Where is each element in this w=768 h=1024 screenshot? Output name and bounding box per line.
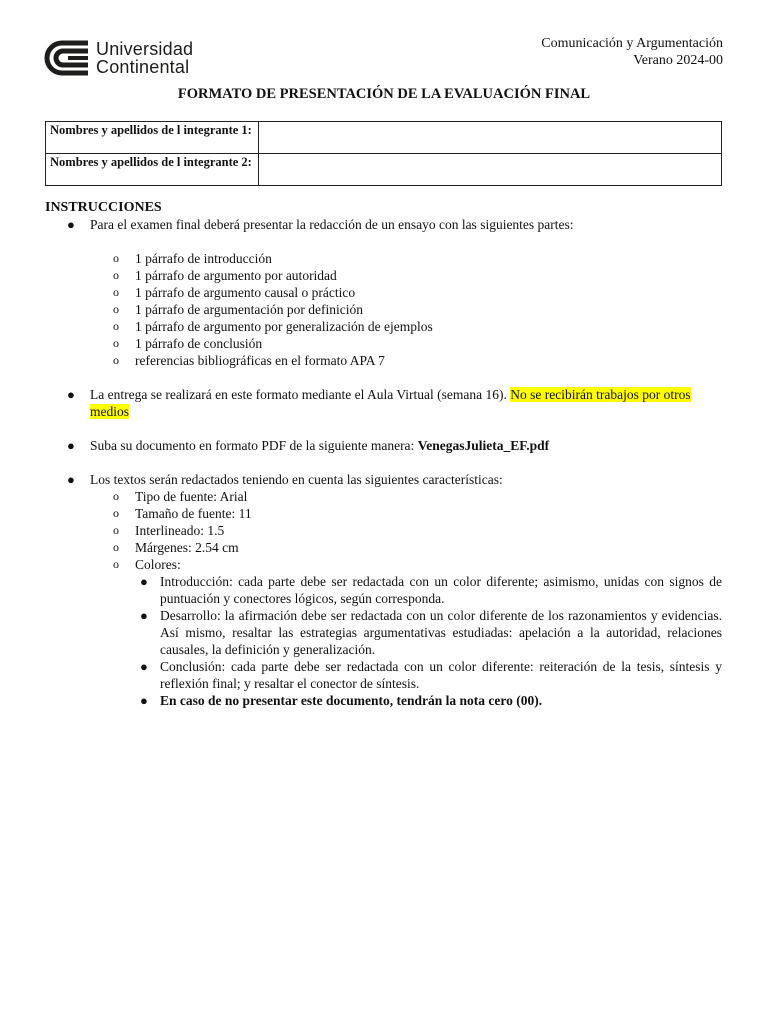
spec-item: Tamaño de fuente: 11	[135, 506, 252, 521]
circle-bullet-icon: o	[113, 506, 119, 520]
list-item	[45, 607, 722, 658]
bullet-icon: ●	[140, 659, 148, 674]
table-row	[46, 154, 722, 186]
circle-bullet-icon: o	[113, 268, 119, 282]
color-rule: Conclusión: cada parte debe ser redactada con un color diferente: reiteración de la tesis, síntesis y reflexión final; y resaltar el conector de síntesis.	[160, 659, 722, 691]
circle-bullet-icon: o	[113, 557, 119, 571]
instructions-heading: INSTRUCCIONES	[45, 200, 162, 215]
instructions-body	[45, 216, 722, 709]
list-item	[45, 471, 722, 488]
instruction-3: Suba su documento en formato PDF de la siguiente manera:	[90, 438, 418, 453]
header-info	[541, 35, 723, 69]
name-label-2: Nombres y apellidos de l integrante 2:	[46, 154, 259, 186]
list-item	[45, 522, 722, 539]
continental-logo-icon	[44, 40, 88, 76]
list-item	[45, 437, 722, 454]
bullet-icon: ●	[140, 608, 148, 623]
list-item	[45, 386, 722, 420]
part-item: 1 párrafo de argumento por generalización de ejemplos	[135, 319, 433, 334]
list-item	[45, 318, 722, 335]
circle-bullet-icon: o	[113, 285, 119, 299]
list-item	[45, 335, 722, 352]
list-item	[45, 556, 722, 573]
highlighted-warning: No se recibirán trabajos por otros	[510, 387, 691, 402]
instruction-2: La entrega se realizará en este formato mediante el Aula Virtual (semana 16).	[90, 387, 511, 402]
list-item	[45, 352, 722, 369]
list-item	[45, 301, 722, 318]
spec-item: Tipo de fuente: Arial	[135, 489, 248, 504]
table-row	[46, 122, 722, 154]
file-name-example: VenegasJulieta_EF.pdf	[417, 438, 550, 453]
list-item	[45, 216, 722, 233]
circle-bullet-icon: o	[113, 302, 119, 316]
bullet-icon: ●	[67, 387, 75, 402]
spec-item: Colores:	[135, 557, 181, 572]
list-item	[45, 573, 722, 607]
list-item	[45, 692, 722, 709]
logo-line-2: Continental	[96, 57, 190, 77]
part-item: 1 párrafo de introducción	[135, 251, 272, 266]
names-table	[45, 121, 722, 186]
list-item	[45, 267, 722, 284]
instruction-1: Para el examen final deberá presentar la redacción de un ensayo con las siguientes partes:	[90, 217, 574, 232]
list-item	[45, 539, 722, 556]
bullet-icon: ●	[140, 574, 148, 589]
circle-bullet-icon: o	[113, 319, 119, 333]
name-field-1[interactable]	[259, 122, 722, 154]
part-item: referencias bibliográficas en el formato APA 7	[135, 353, 385, 368]
highlighted-warning-cont: medios	[90, 404, 129, 419]
logo-line-1: Universidad	[96, 39, 194, 59]
bullet-icon: ●	[67, 438, 75, 453]
bullet-icon: ●	[67, 217, 75, 232]
list-item	[45, 284, 722, 301]
list-item	[45, 658, 722, 692]
part-item: 1 párrafo de argumentación por definición	[135, 302, 364, 317]
part-item: 1 párrafo de argumento por autoridad	[135, 268, 337, 283]
circle-bullet-icon: o	[113, 353, 119, 367]
instruction-4: Los textos serán redactados teniendo en cuenta las siguientes características:	[90, 472, 503, 487]
circle-bullet-icon: o	[113, 540, 119, 554]
name-label-1: Nombres y apellidos de l integrante 1:	[46, 122, 259, 154]
part-item: 1 párrafo de argumento causal o práctico	[135, 285, 356, 300]
spec-item: Interlineado: 1.5	[135, 523, 225, 538]
term-label: Verano 2024-00	[633, 53, 723, 68]
list-item	[45, 250, 722, 267]
color-rule: Desarrollo: la afirmación debe ser redactada con un color diferente de los razonamientos y evidencias. Así mismo, resaltar las estrategias argumentativas estudiadas: apelación a la autoridad, relaciones causales, la definición y generalización.	[160, 608, 722, 657]
spec-item: Márgenes: 2.54 cm	[135, 540, 239, 555]
final-note: En caso de no presentar este documento, tendrán la nota cero (00).	[160, 693, 543, 708]
bullet-icon: ●	[140, 693, 148, 708]
circle-bullet-icon: o	[113, 523, 119, 537]
circle-bullet-icon: o	[113, 489, 119, 503]
part-item: 1 párrafo de conclusión	[135, 336, 263, 351]
document-title: FORMATO DE PRESENTACIÓN DE LA EVALUACIÓN FINAL	[177, 86, 591, 102]
circle-bullet-icon: o	[113, 336, 119, 350]
university-logo	[44, 40, 193, 76]
course-name: Comunicación y Argumentación	[541, 36, 723, 51]
bullet-icon: ●	[67, 472, 75, 487]
circle-bullet-icon: o	[113, 251, 119, 265]
list-item	[45, 488, 722, 505]
list-item	[45, 505, 722, 522]
color-rule: Introducción: cada parte debe ser redactada con un color diferente; asimismo, unidas con signos de puntuación y conectores lógicos, según corresponda.	[160, 574, 722, 606]
name-field-2[interactable]	[259, 154, 722, 186]
